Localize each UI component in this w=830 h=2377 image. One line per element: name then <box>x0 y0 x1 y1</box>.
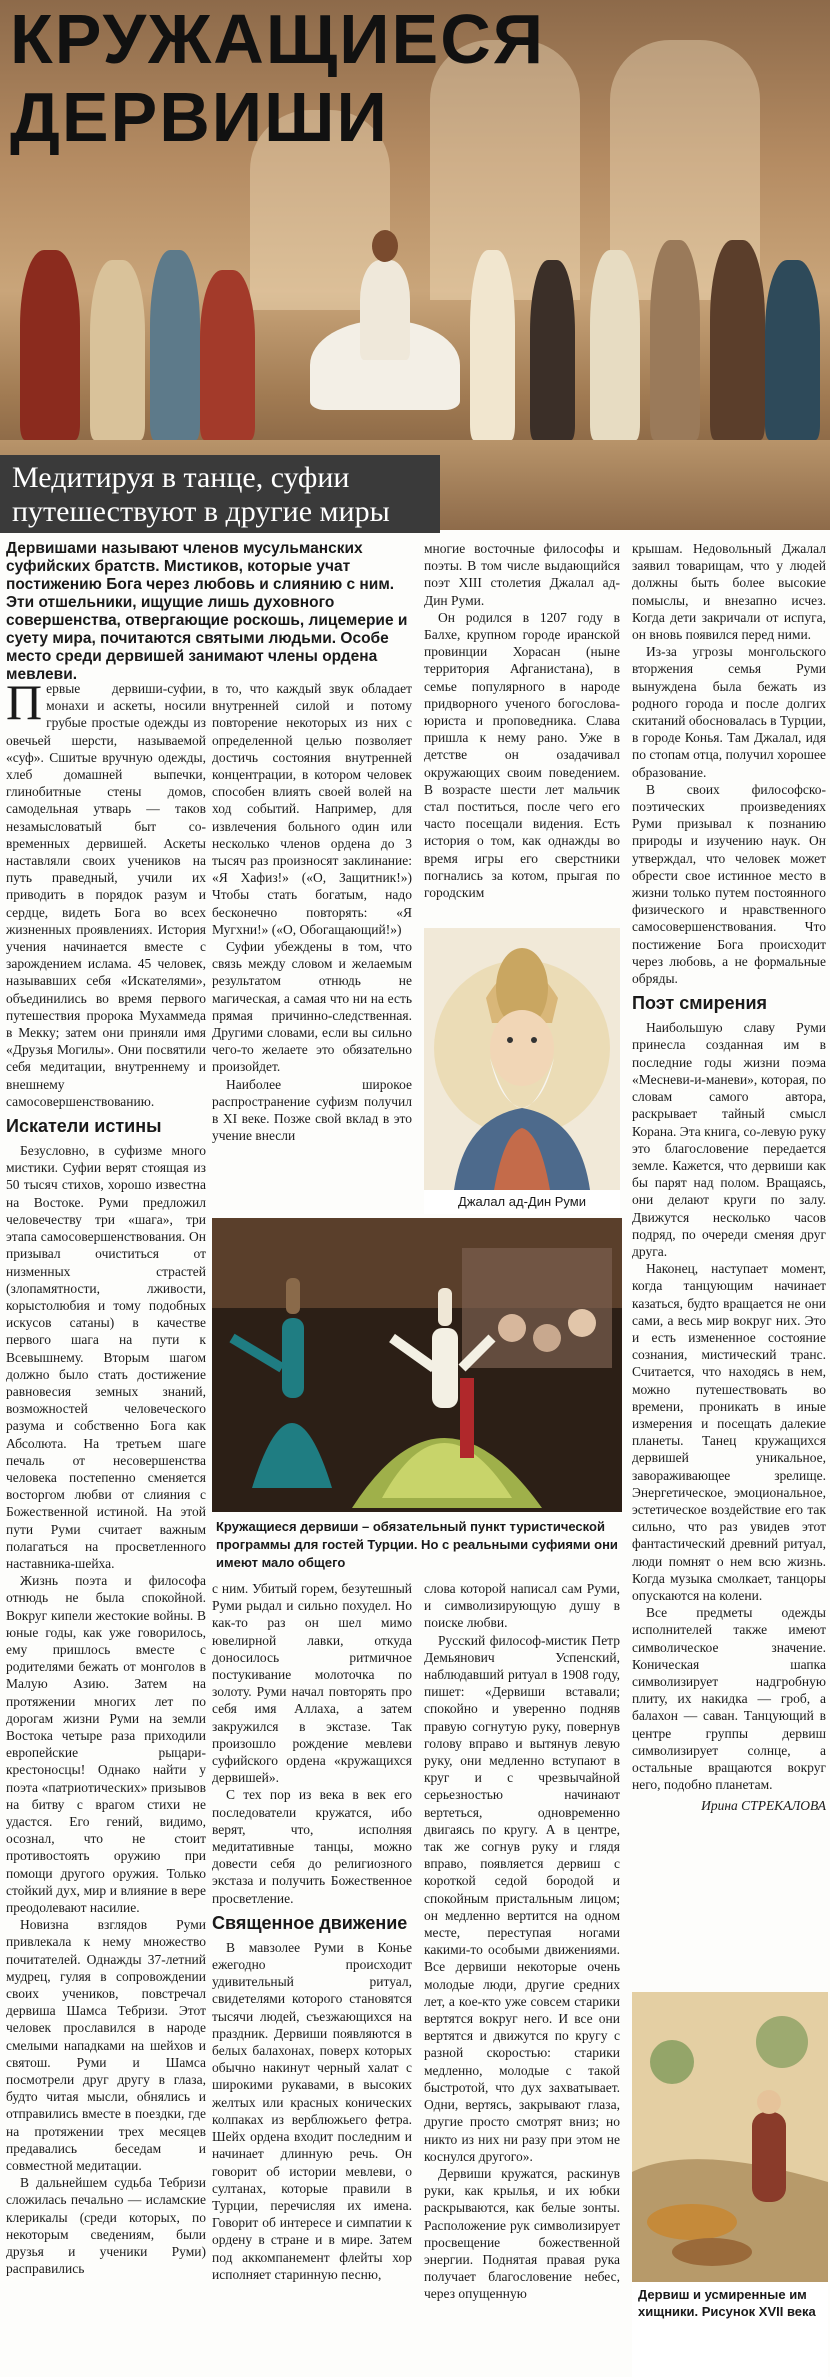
miniature-image <box>632 1992 828 2282</box>
col4-paragraph: Из-за угрозы монгольского вторжения семья Руми вынуждена была бежать из родного города и после долгих скитаний обосновалась в Турции, в городе Конья. Там Джалал, идя по стопам отца, получил хорошее образование. <box>632 644 826 780</box>
col1-paragraph: ервые дервиши-суфии, монахи и аскеты, носили грубые простые одежды из овечьей шерсти, называемой «суф». Сшитые вручную одежды, хлеб домашней выпечки, глинобитные стены домов, самодельная утварь — таков незамысловатый быт со-временных дервишей. Аскеты наставляли своих учеников на путь праведный, учили их приводить в порядок разум и сердце, видеть Бога во всех жизненных проявлениях. История учения начинается вместе с зарождением ислама. 45 человек, называвших себя «Искателями», объединились во время первого путешествия пророка Мухаммеда в Мекку; затем они приняли имя «Друзья Могилы». Они посвятили себя медитации, внутреннему и внешнему самосовершенствованию. <box>6 681 206 1109</box>
subtitle <box>0 455 440 533</box>
section-heading: Священное движение <box>212 1912 408 1933</box>
dropcap: П <box>6 680 43 730</box>
hero-dervish <box>360 260 410 360</box>
rumi-caption: Джалал ад-Дин Руми <box>424 1190 620 1214</box>
miniature-caption: Дервиш и усмиренные им хищники. Рисунок XVII века <box>632 2282 828 2377</box>
subtitle-line-1: Медитируя в танце, суфии <box>12 461 350 494</box>
col1-paragraph: В дальнейшем судьба Тебризи сложилась печально — исламские клерикалы (среди которых, по некоторым сведениям, были друзья и ученики Руми) расправились <box>6 2175 206 2277</box>
headline-line-2: ДЕРВИШИ <box>10 78 389 156</box>
hero-figure <box>530 260 575 440</box>
hero-figure <box>590 250 640 440</box>
col1-paragraph: Безусловно, в суфизме много мистики. Суфии верят стоящая из 50 тысяч стихов, хорошо известна на Востоке. Руми предложил человечеству три «шага», три этапа самосовершенствования. Он призывал очиститься от низменных страстей (злопамятности, лживости, корыстолюбия и тому подобных искусов сатаны) в качестве первого шага на пути к Всевышнему. Вторым шагом должно было стать достижение равновесия земных знаний, возможностей человеческого разума и собственно Бога как Абсолюта. На третьем шаге печаль от несовершенства человека постепенно сменяется восторгом любви от слияния с Божественной истиной. На этой пути Руми считает важным полагаться на просветленного наставника-шейха. <box>6 1143 206 1571</box>
dance-photo <box>212 1218 622 1512</box>
section-heading: Поэт смирения <box>632 993 768 1014</box>
col1-paragraph: Новизна взглядов Руми привлекала к нему множество почитателей. Однажды 37-летний мудрец, гуляя в сопровождении своих учеников, повстречал дервиша Шамса Тебризи. Этот человек прославился в народе смелыми нападками на шейхов и святош. Руми и Шамса посмотрели друг другу в глаза, будто читая мысли, обнялись и отправились вместе в поездки, где на протяжении трех месяцев предавались беседам и совместной медитации. <box>6 1917 206 2174</box>
col3-paragraph: Русский философ-мистик Петр Демьянович Успенский, наблюдавший ритуал в 1908 году, пишет: «Дервиши вставали; спокойно и уверенно подняв правую согнутую руку, повернув голову вправо и вытянув левую руку, они медленно вступают в круг и с чрезвычайной серьезностью начинают вертеться, одновременно двигаясь по кругу. А в центре, так же согнув руку и глядя вправо, появляется дервиш с короткой седой бородой и спокойным пристальным лицом; он медленно вертится на одном месте, переступая ногами какими-то особыми движениями. Все дервиши некоторые очень молодые люди, другие средних лет, а кое-кто уже совсем старики вертятся вокруг него. И все они вертятся и движутся по кругу с разной скоростью: старики медленно, молодые с такой быстротой, что дух захватывает. Одни, вертясь, закрывают глаза, другие просто смотрят вниз; но никто из них ни разу при этом не коснулся другого». <box>424 1632 620 2164</box>
hero-figure <box>200 270 255 440</box>
column-1 <box>6 680 206 2375</box>
column-2-top <box>212 680 412 1210</box>
hero-figure <box>470 250 515 440</box>
hero-figure <box>710 240 765 440</box>
col1-paragraph: Жизнь поэта и философа отнюдь не была спокойной. Вокруг кипели жестокие войны. В юные годы, как уже говорилось, ему пришлось вместе с родителями бежать от монголов в Малую Азию. Затем на протяжении многих лет по дорогам жизни Руми на земли Востока четыре раза приходили европейские рыцари-крестоносцы! Однако найти у поэта «патриотических» призывов на битву с врагом стихи не удастся. Его гений, видимо, осознал, что не стоит противостоять оружию при помощи другого оружия. Только стойкий дух, мир и влияние в вере преодолевают насилие. <box>6 1573 206 1916</box>
col3-paragraph: Он родился в 1207 году в Балхе, крупном городе иранской провинции Хорасан (ныне территория Афганистана), в семье популярного в народе придворного ученого богослова-юриста и проповедника. Слава пришла к нему рано. Уже в детстве он озадачивал окружающих своим поведением. В возрасте шести лет мальчик стал поститься, после чего его часто посещали видения. Есть история о том, как однажды во время игры его сверстники погнались за котом, прыгая по городским <box>424 609 620 901</box>
hero-figure <box>20 250 80 440</box>
col4-paragraph: Все предметы одежды исполнителей также имеют символическое значение. Коническая шапка символизирует надгробную плиту, их накидка — гроб, а балахон — саван. Танцующий в центре группы дервиш символизирует солнце, а остальные вращаются вокруг него, подобно планетам. <box>632 1605 826 1793</box>
col3-paragraph: многие восточные философы и поэты. В том числе выдающийся поэт XIII столетия Джалал ад-Дин Руми. <box>424 541 620 608</box>
col4-paragraph: В своих философско-поэтических произведениях Руми призывал к познанию природы и изучению наук. Он утверждал, что человек может обрести свое истинное место в жизни только путем постоянного физического и нравственного самосовершенствования. Что постижение Бога происходит через любовь, а не формальные обряды. <box>632 781 826 987</box>
dance-caption: Кружащиеся дервиши – обязательный пункт туристической программы для гостей Турции. Но с реальными суфиями они имеют мало общего <box>216 1519 618 1570</box>
subtitle-line-2: путешествуют в другие миры <box>12 495 390 528</box>
column-2-bottom <box>212 1580 412 2375</box>
hero-figure <box>650 240 700 440</box>
column-3-top <box>424 540 620 925</box>
headline <box>10 0 545 156</box>
column-4 <box>632 540 826 1988</box>
col2-paragraph: с ним. Убитый горем, безутешный Руми рыдал и сильно похудел. Но как-то раз он шел мимо ювелирной лавки, откуда доносилось ритмичное постукивание молоточка по золоту. Руми начал повторять про себя имя Аллаха, а затем закружился в экстазе. Так произошло рождение мевлеви суфийского ордена «кружащихся дервишей». <box>212 1581 412 1786</box>
rumi-illustration <box>424 928 620 1190</box>
col2-paragraph: В мавзолее Руми в Конье ежегодно происходит удивительный ритуал, свидетелями которого становятся тысячи людей, съезжающихся на праздник. Дервиши появляются в белых балахонах, поверх которых обычно накинут черный халат с широкими рукавами, в высоких желтых или красных конических колпаках из верблюжьего фетра. Шейх ордена входит последним и начинает длинную речь. Он говорит об истории мевлеви, о султанах, которые правили в Турции, перечисляя их имена. Говорит об интересе и симпатии к ордену в стране и в мире. Затем под аккомпанемент флейты хор исполняет старинную песню, <box>212 1939 412 2282</box>
col2-paragraph: Наиболее широкое распространение суфизм получил в XI веке. Позже свой вклад в это учение внесли <box>212 1076 412 1144</box>
col2-paragraph: Суфии убеждены в том, что связь между словом и желаемым результатом отнюдь не магическая, а самая что ни на есть прямая причинно-следственная. Другими словами, если вы сильно чего-то желаете это обязательно произойдет. <box>212 939 412 1075</box>
hero-figure <box>765 260 820 440</box>
col4-paragraph: Наконец, наступает момент, когда танцующим начинает казаться, будто вращается не они сами, а весь мир вокруг них. Это и есть измененное состояние сознания, мистический транс. Считается, что находясь в нем, можно путешествовать во времени, проникать в иные измерения и посещать далекие планеты. Танец кружащихся дервишей уникальное, завораживающее зрелище. Энергетическое, эмоциональное, эстетическое воздействие его так сильно, что раз увидев этот фантастический древний ритуал, люди помнят о нем всю жизнь. Когда музыка смолкает, танцоры опускаются на колени. <box>632 1261 826 1603</box>
hero-figure <box>150 250 200 440</box>
section-heading: Искатели истины <box>6 1116 162 1137</box>
headline-line-1: КРУЖАЩИЕСЯ <box>10 0 546 78</box>
author-byline: Ирина СТРЕКАЛОВА <box>701 1798 826 1814</box>
col4-paragraph: крышам. Недовольный Джалал заявил товарищам, что у людей должны быть более высокие помыслы, и внезапно исчез. Когда дети закричали от испуга, он вновь появился перед ними. <box>632 541 826 643</box>
col4-paragraph: Наибольшую славу Руми принесла созданная им в последние годы жизни поэма «Месневи-и-маневи», которая, по словам самого автора, раскрывает тайный смысл Корана. Эта книга, со-левую руку это благословение передается земле. Кажется, что дервиши как бы парят над полом. Вращаясь, они делают круги по залу. Движутся несколько часов подряд, по очереди сменяя друг друга. <box>632 1020 826 1259</box>
column-3-bottom <box>424 1580 620 2375</box>
col2-paragraph: в то, что каждый звук обладает внутренней силой и потому повторение некоторых из них с определенной целью позволяет достичь состояния внутренней концентрации, в котором человек способен влиять своей волей на ход событий. Например, для извлечения больного один или несколько членов ордена до 3 тысяч раз произносят заклинание: «Я Хафиз!» («О, Защитник!») Чтобы стать богатым, надо бесконечно повторять: «Я Мугхни!» («О, Обогащающий!») <box>212 681 412 937</box>
col3-paragraph: слова которой написал сам Руми, и символизирующую душу в поиске любви. <box>424 1581 620 1631</box>
lead-paragraph: Дервишами называют членов мусульманских суфийских братств. Мистиков, которые учат постижению Бога через любовь и слиянию с ним. Эти отшельники, ищущие лишь духовного совершенства, отвергающие роскошь, лицемерие и суету мира, почитаются святыми людьми. Особе место среди дервишей занимают члены ордена мевлеви. <box>6 540 408 683</box>
hero-figure <box>90 260 145 440</box>
col3-paragraph: Дервиши кружатся, раскинув руки, как крылья, и их юбки раскрываются, как белые зонты. Расположение рук символизирует просвещение божественной энергии. Поднятая правая рука получает благословение небес, через опущенную <box>424 2165 620 2302</box>
dance-illustration <box>212 1218 622 1512</box>
rumi-portrait <box>424 928 620 1190</box>
col2-paragraph: С тех пор из века в век его последователи кружатся, ибо верят, что, исполняя медитативные танцы, можно довести себя до религиозного экстаза и получить Божественное просветление. <box>212 1787 412 1906</box>
hero-dervish-head <box>372 230 398 262</box>
miniature-illustration <box>632 1992 828 2282</box>
